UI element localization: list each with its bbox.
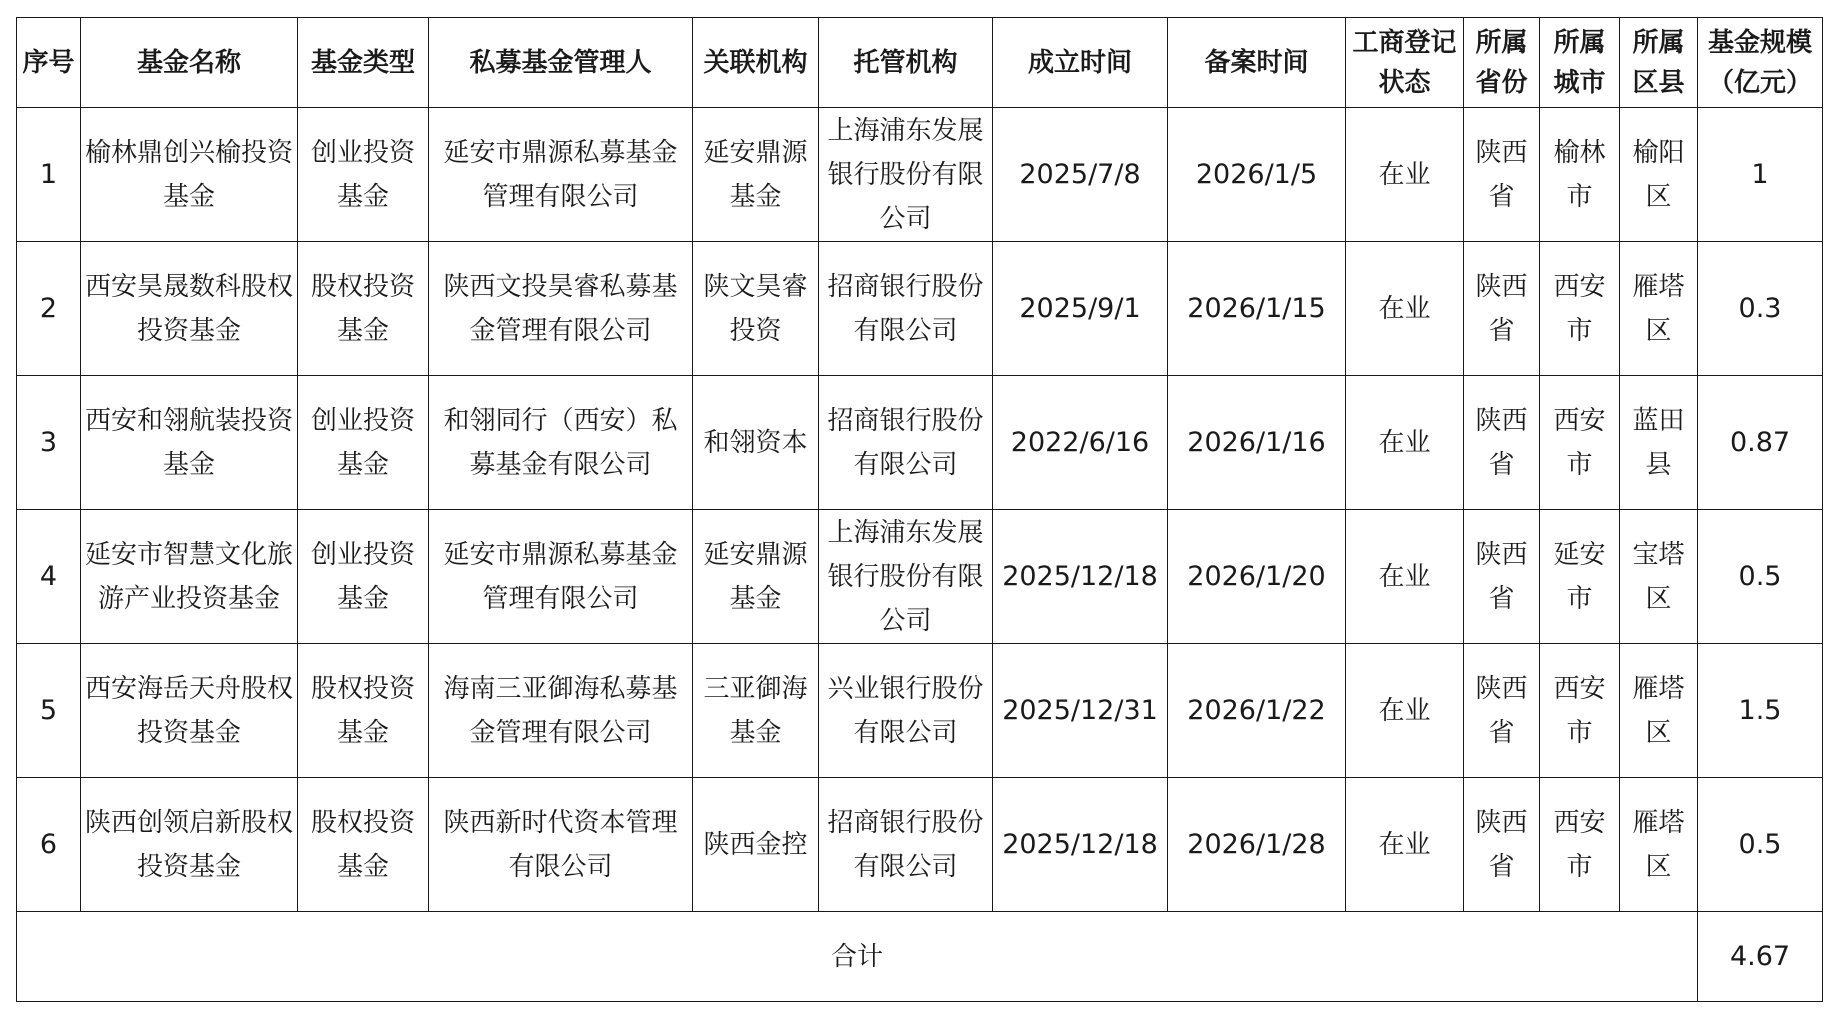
table-cell: 创业投资基金: [298, 376, 429, 510]
table-cell: 4: [17, 510, 81, 644]
header-cell: 基金名称: [81, 18, 298, 108]
table-cell: 延安市: [1540, 510, 1620, 644]
fund-table-wrapper: [16, 17, 1823, 1002]
table-row: [17, 644, 1823, 778]
table-cell: 西安市: [1540, 644, 1620, 778]
table-cell: 3: [17, 376, 81, 510]
table-cell: 2026/1/20: [1168, 510, 1346, 644]
header-cell: 托管机构: [819, 18, 993, 108]
table-cell: 陕西省: [1464, 778, 1540, 912]
table-cell: 三亚御海基金: [693, 644, 819, 778]
header-cell: 备案时间: [1168, 18, 1346, 108]
table-cell: 在业: [1346, 108, 1464, 242]
table-cell: 0.3: [1698, 242, 1823, 376]
table-cell: 延安市鼎源私募基金管理有限公司: [429, 108, 693, 242]
header-cell: 私募基金管理人: [429, 18, 693, 108]
table-cell: 1: [17, 108, 81, 242]
table-row: [17, 242, 1823, 376]
header-row: [17, 18, 1823, 108]
table-cell: 西安市: [1540, 242, 1620, 376]
table-cell: 1: [1698, 108, 1823, 242]
header-cell: 成立时间: [993, 18, 1168, 108]
table-cell: 招商银行股份有限公司: [819, 242, 993, 376]
table-cell: 陕西省: [1464, 376, 1540, 510]
table-cell: 2025/9/1: [993, 242, 1168, 376]
table-cell: 上海浦东发展银行股份有限公司: [819, 108, 993, 242]
total-label: 合计: [17, 912, 1698, 1002]
table-cell: 5: [17, 644, 81, 778]
header-cell: 所属区县: [1620, 18, 1698, 108]
header-cell: 基金规模（亿元）: [1698, 18, 1823, 108]
table-cell: 宝塔区: [1620, 510, 1698, 644]
table-cell: 陕西省: [1464, 644, 1540, 778]
table-cell: 雁塔区: [1620, 644, 1698, 778]
table-cell: 招商银行股份有限公司: [819, 778, 993, 912]
table-cell: 延安鼎源基金: [693, 510, 819, 644]
table-cell: 2026/1/22: [1168, 644, 1346, 778]
table-cell: 陕西创领启新股权投资基金: [81, 778, 298, 912]
table-cell: 雁塔区: [1620, 778, 1698, 912]
table-cell: 陕西省: [1464, 108, 1540, 242]
table-cell: 兴业银行股份有限公司: [819, 644, 993, 778]
table-cell: 榆林市: [1540, 108, 1620, 242]
header-cell: 关联机构: [693, 18, 819, 108]
table-cell: 陕西金控: [693, 778, 819, 912]
table-cell: 西安市: [1540, 376, 1620, 510]
table-cell: 2025/12/18: [993, 510, 1168, 644]
header-cell: 基金类型: [298, 18, 429, 108]
table-cell: 陕西新时代资本管理有限公司: [429, 778, 693, 912]
table-cell: 延安鼎源基金: [693, 108, 819, 242]
table-cell: 0.5: [1698, 510, 1823, 644]
table-cell: 延安市鼎源私募基金管理有限公司: [429, 510, 693, 644]
table-cell: 2025/12/31: [993, 644, 1168, 778]
table-cell: 西安海岳天舟股权投资基金: [81, 644, 298, 778]
table-cell: 和翎资本: [693, 376, 819, 510]
table-cell: 2026/1/15: [1168, 242, 1346, 376]
table-cell: 陕西省: [1464, 510, 1540, 644]
table-cell: 2025/7/8: [993, 108, 1168, 242]
table-cell: 西安和翎航装投资基金: [81, 376, 298, 510]
table-cell: 招商银行股份有限公司: [819, 376, 993, 510]
table-cell: 在业: [1346, 242, 1464, 376]
table-cell: 股权投资基金: [298, 778, 429, 912]
table-cell: 0.87: [1698, 376, 1823, 510]
table-cell: 榆林鼎创兴榆投资基金: [81, 108, 298, 242]
table-cell: 2025/12/18: [993, 778, 1168, 912]
table-cell: 创业投资基金: [298, 510, 429, 644]
table-row: [17, 108, 1823, 242]
table-cell: 2: [17, 242, 81, 376]
table-cell: 在业: [1346, 510, 1464, 644]
total-row: [17, 912, 1823, 1002]
table-cell: 6: [17, 778, 81, 912]
header-cell: 所属省份: [1464, 18, 1540, 108]
table-cell: 在业: [1346, 376, 1464, 510]
table-cell: 雁塔区: [1620, 242, 1698, 376]
header-cell: 所属城市: [1540, 18, 1620, 108]
table-cell: 2026/1/28: [1168, 778, 1346, 912]
table-cell: 蓝田县: [1620, 376, 1698, 510]
total-value: 4.67: [1698, 912, 1823, 1002]
table-cell: 1.5: [1698, 644, 1823, 778]
table-cell: 和翎同行（西安）私募基金有限公司: [429, 376, 693, 510]
header-cell: 工商登记状态: [1346, 18, 1464, 108]
header-cell: 序号: [17, 18, 81, 108]
table-cell: 2026/1/5: [1168, 108, 1346, 242]
table-cell: 海南三亚御海私募基金管理有限公司: [429, 644, 693, 778]
table-row: [17, 778, 1823, 912]
table-cell: 西安昊晟数科股权投资基金: [81, 242, 298, 376]
table-cell: 陕文昊睿投资: [693, 242, 819, 376]
table-cell: 0.5: [1698, 778, 1823, 912]
table-cell: 股权投资基金: [298, 644, 429, 778]
table-cell: 2026/1/16: [1168, 376, 1346, 510]
table-cell: 延安市智慧文化旅游产业投资基金: [81, 510, 298, 644]
table-cell: 股权投资基金: [298, 242, 429, 376]
table-row: [17, 510, 1823, 644]
table-cell: 西安市: [1540, 778, 1620, 912]
table-cell: 陕西省: [1464, 242, 1540, 376]
table-cell: 上海浦东发展银行股份有限公司: [819, 510, 993, 644]
table-cell: 在业: [1346, 644, 1464, 778]
table-cell: 创业投资基金: [298, 108, 429, 242]
table-cell: 2022/6/16: [993, 376, 1168, 510]
table-cell: 陕西文投昊睿私募基金管理有限公司: [429, 242, 693, 376]
table-row: [17, 376, 1823, 510]
fund-table: [16, 17, 1823, 1002]
table-cell: 榆阳区: [1620, 108, 1698, 242]
table-cell: 在业: [1346, 778, 1464, 912]
